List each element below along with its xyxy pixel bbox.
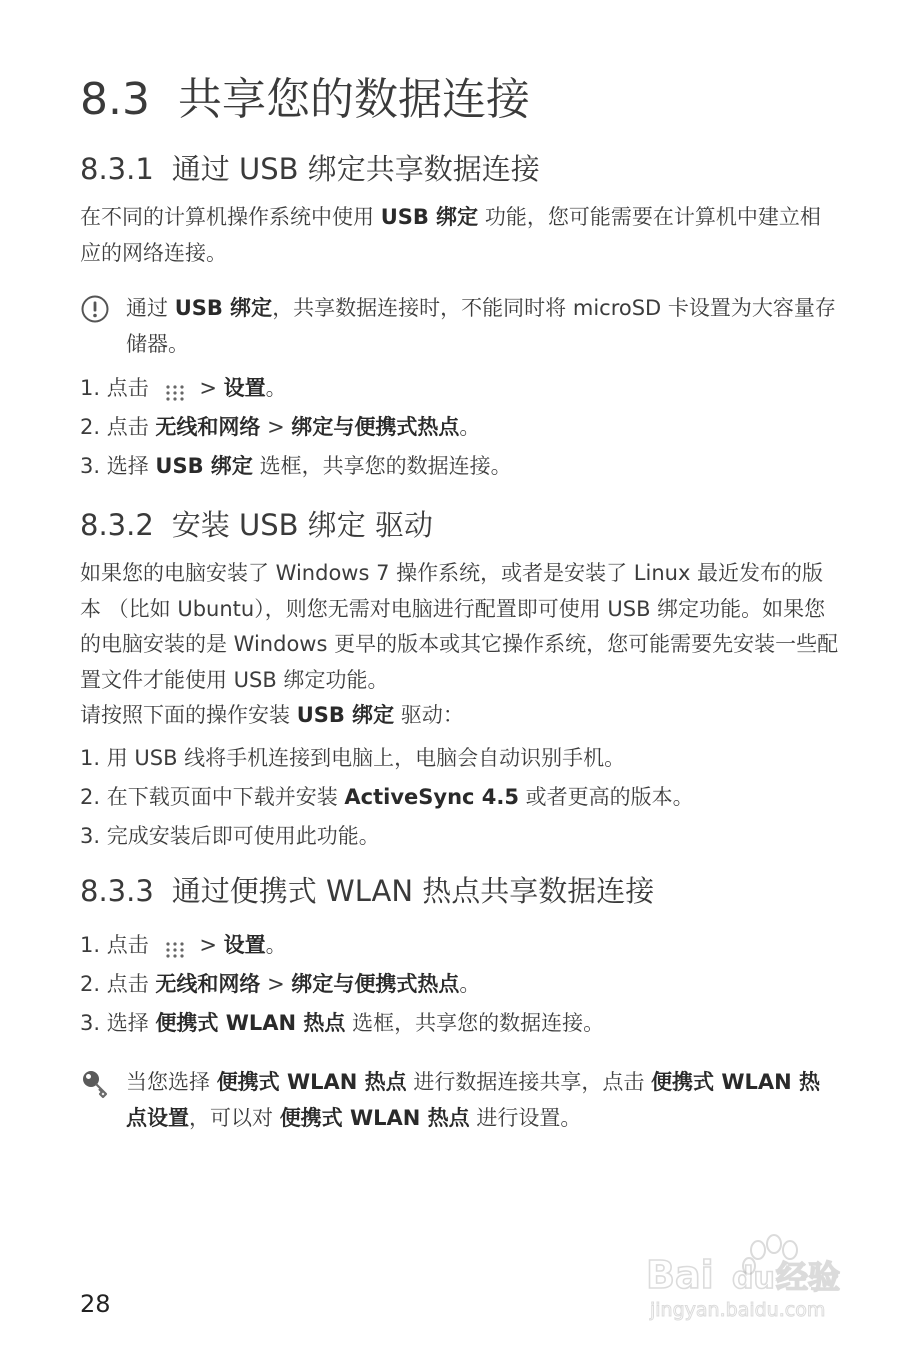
baidu-watermark <box>640 1228 860 1328</box>
driver-step-2: 2. 在下载页面中下载并安装 ActiveSync 4.5 或者更高的版本。 <box>80 785 694 809</box>
page-number: 28 <box>80 1290 111 1318</box>
driver-step-3: 3. 完成安装后即可使用此功能。 <box>80 824 380 848</box>
wlan-step-2: 2. 点击 无线和网络 > 绑定与便携式热点。 <box>80 972 481 996</box>
usb-step-3: 3. 选择 USB 绑定 选框，共享您的数据连接。 <box>80 454 512 478</box>
watermark-brand-2: du <box>732 1261 775 1296</box>
subsection-number: 8.3.1 <box>80 152 154 186</box>
section-title: 共享您的数据连接 <box>177 74 530 125</box>
subsection-number: 8.3.2 <box>80 508 154 542</box>
tip-note <box>80 1064 840 1136</box>
exclamation-circle-icon <box>80 294 110 328</box>
tip-text: 当您选择 便携式 WLAN 热点 进行数据连接共享，点击 便携式 WLAN 热点设置，可以对 便携式 WLAN 热点 进行设置。 <box>126 1070 821 1130</box>
warning-note <box>80 290 840 362</box>
driver-step-1: 1. 用 USB 线将手机连接到电脑上，电脑会自动识别手机。 <box>80 746 626 770</box>
key-tip-icon <box>80 1068 112 1104</box>
usb-step-2: 2. 点击 无线和网络 > 绑定与便携式热点。 <box>80 415 481 439</box>
watermark-brand: Bai <box>646 1253 714 1297</box>
wlan-step-1: 1. 点击 > 设置。 <box>80 933 287 957</box>
subsection-heading-usb-driver <box>80 506 433 544</box>
page-title <box>80 72 530 128</box>
usb-intro-paragraph: 在不同的计算机操作系统中使用 USB 绑定 功能，您可能需要在计算机中建立相应的网络连接。 <box>80 205 821 265</box>
subsection-title: 通过便携式 WLAN 热点共享数据连接 <box>171 874 655 908</box>
subsection-heading-usb-tethering <box>80 150 540 188</box>
warning-text: 通过 USB 绑定，共享数据连接时，不能同时将 microSD 卡设置为大容量存储器。 <box>126 296 836 356</box>
driver-paragraph: 如果您的电脑安装了 Windows 7 操作系统，或者是安装了 Linux 最近发布的版本 （比如 Ubuntu），则您无需对电脑进行配置即可使用 USB 绑定功能。如果您的电脑安装的是 Windows 更早的版本或其它操作系统，您可能需要先安装一些配置文件才能使用 USB 绑定功能。 <box>80 561 839 692</box>
subsection-title: 通过 USB 绑定共享数据连接 <box>171 152 540 186</box>
subsection-number: 8.3.3 <box>80 874 154 908</box>
watermark-label: 经验 <box>776 1258 841 1296</box>
subsection-heading-wlan-hotspot <box>80 872 654 910</box>
app-grid-icon <box>163 380 187 398</box>
subsection-title: 安装 USB 绑定 驱动 <box>171 508 433 542</box>
app-grid-icon <box>163 937 187 955</box>
section-number: 8.3 <box>80 74 150 125</box>
usb-step-1: 1. 点击 > 设置。 <box>80 376 287 400</box>
wlan-step-3: 3. 选择 便携式 WLAN 热点 选框，共享您的数据连接。 <box>80 1011 605 1035</box>
driver-instruction: 请按照下面的操作安装 USB 绑定 驱动： <box>80 703 464 727</box>
watermark-url: jingyan.baidu.com <box>650 1299 826 1321</box>
